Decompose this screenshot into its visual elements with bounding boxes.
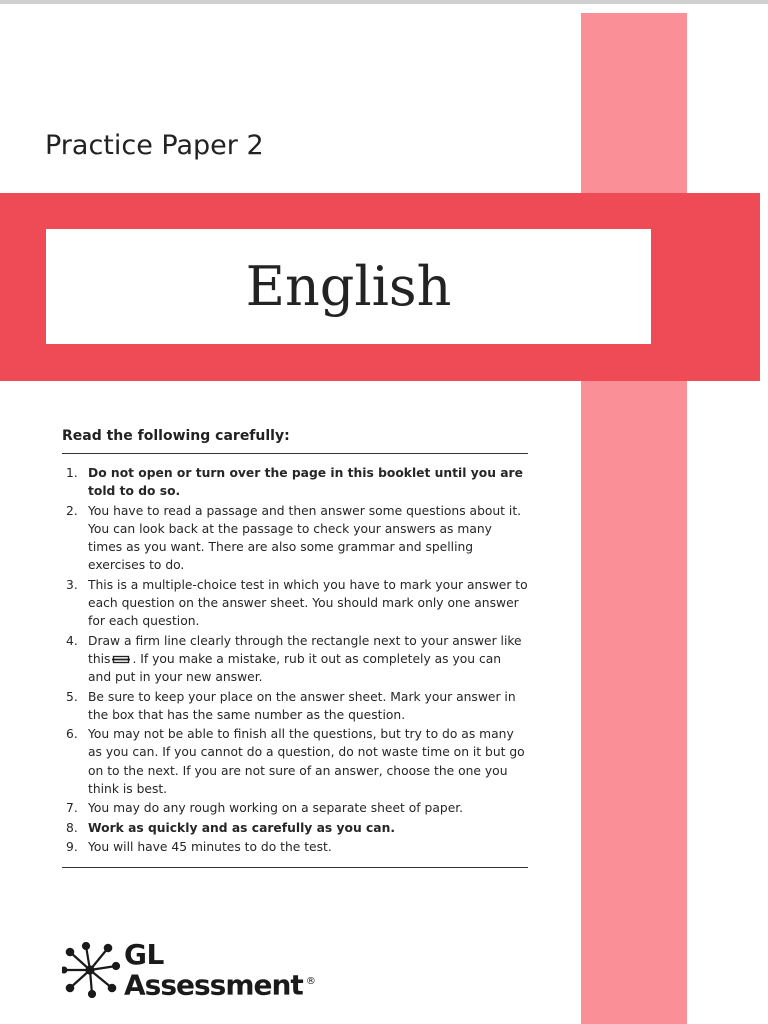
instruction-item — [62, 725, 528, 798]
instruction-number: 1. — [66, 466, 78, 480]
logo-line-2 — [124, 966, 315, 1001]
instruction-number: 3. — [66, 577, 78, 592]
logo-line-2-text: Assessment — [124, 968, 303, 1002]
instruction-item — [62, 464, 528, 501]
subject-title: English — [245, 255, 452, 318]
page-top-edge — [0, 0, 768, 4]
instruction-item — [62, 688, 528, 725]
instruction-text — [88, 632, 528, 687]
instruction-number: 6. — [66, 727, 78, 742]
instruction-text-after: . If you make a mistake, rub it out as completely as you can and put in your new answer. — [88, 651, 502, 685]
instruction-text: This is a multiple-choice test in which you have to mark your answer to each question on the answer sheet. You should mark only one answer for each question. — [88, 577, 528, 629]
instruction-number: 2. — [66, 503, 78, 518]
bottom-divider — [62, 867, 528, 868]
instructions-section — [62, 428, 528, 857]
gl-assessment-logo — [62, 940, 332, 1000]
instructions-heading: Read the following carefully: — [62, 428, 528, 454]
pink-vertical-stripe — [581, 13, 687, 1024]
instruction-item — [62, 799, 528, 817]
instruction-text: You may not be able to finish all the questions, but try to do as many as you can. If you cannot do a question, do not waste time on it but go on to the next. If you are not sure of an answer, choose the one you think is best. — [88, 727, 525, 797]
instruction-number: 9. — [66, 839, 78, 854]
instruction-item — [62, 838, 528, 856]
subject-title-box — [46, 229, 651, 344]
instruction-number: 5. — [66, 689, 78, 704]
marked-rectangle-icon — [112, 655, 130, 664]
instruction-text-before: Draw a firm line clearly through the rectangle next to your answer like this — [88, 633, 522, 666]
instruction-item — [62, 576, 528, 631]
gl-assessment-star-icon — [62, 942, 122, 998]
instruction-item — [62, 632, 528, 687]
instruction-item — [62, 502, 528, 575]
instruction-item — [62, 819, 528, 837]
instruction-number: 4. — [66, 633, 78, 648]
logo-line-1: GL — [124, 938, 164, 971]
instruction-text: You may do any rough working on a separate sheet of paper. — [88, 801, 464, 816]
instruction-text: You will have 45 minutes to do the test. — [88, 839, 332, 854]
instruction-text: Be sure to keep your place on the answer sheet. Mark your answer in the box that has the same number as the question. — [88, 689, 516, 722]
instruction-text: Work as quickly and as carefully as you can. — [88, 820, 396, 835]
instruction-list — [62, 464, 528, 856]
registered-mark: ® — [305, 976, 315, 987]
instruction-number: 8. — [66, 820, 78, 835]
instruction-text: Do not open or turn over the page in this booklet until you are told to do so. — [88, 466, 523, 499]
instruction-number: 7. — [66, 801, 78, 816]
practice-paper-title: Practice Paper 2 — [45, 130, 264, 161]
instruction-text: You have to read a passage and then answer some questions about it. You can look back at the passage to check your answers as many times as you want. There are also some grammar and spelling exercises to do. — [88, 503, 522, 573]
